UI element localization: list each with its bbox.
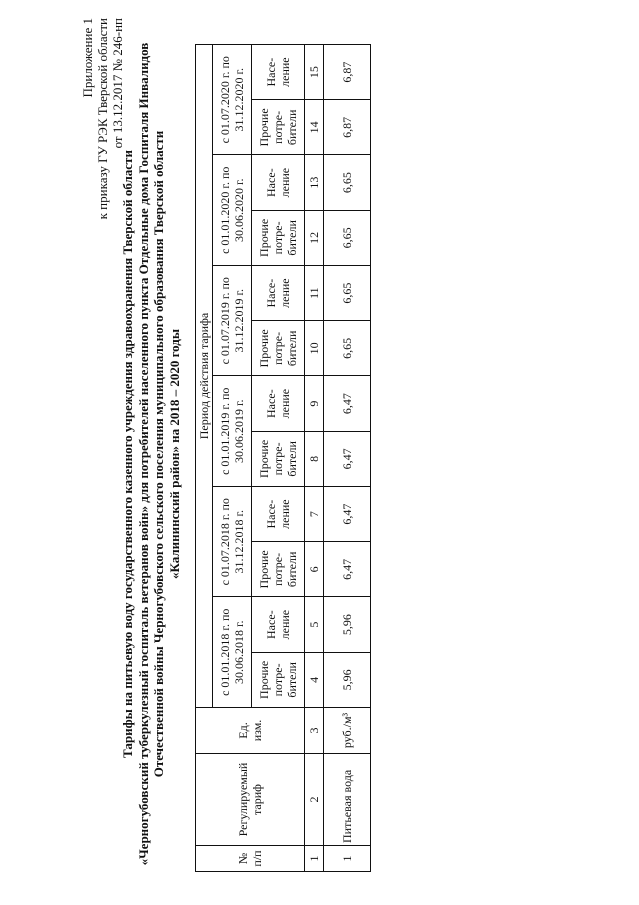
col-number: 11: [305, 266, 324, 321]
appendix-note: [80, 18, 125, 219]
tariff-value: 6,87: [324, 100, 371, 155]
period-cell: с 01.01.2019 г. по 30.06.2019 г.: [213, 376, 252, 487]
col-number: 10: [305, 321, 324, 376]
tariff-value: 6,65: [324, 321, 371, 376]
sub-population: Насе-ление: [252, 155, 305, 210]
col-number: 8: [305, 431, 324, 486]
col-number: 2: [305, 754, 324, 846]
tariff-value: 6,47: [324, 487, 371, 542]
period-cell: с 01.07.2020 г. по 31.12.2020 г.: [213, 45, 252, 156]
header-period: Период действия тарифа: [196, 45, 213, 708]
header-tariff: Регулируемый тариф: [196, 754, 305, 846]
sub-population: Насе-ление: [252, 487, 305, 542]
sub-other: Прочие потре-бители: [252, 542, 305, 597]
row-tariff-name: Питьевая вода: [324, 754, 371, 846]
row-num: 1: [324, 846, 371, 872]
sub-other: Прочие потре-бители: [252, 321, 305, 376]
col-number: 5: [305, 597, 324, 652]
period-cell: с 01.07.2018 г. по 31.12.2018 г.: [213, 487, 252, 598]
appendix-line-3: от 13.12.2017 № 246-нп: [110, 18, 125, 149]
col-number: 15: [305, 45, 324, 100]
col-number: 14: [305, 100, 324, 155]
tariff-value: 6,87: [324, 45, 371, 100]
col-number: 1: [305, 846, 324, 872]
tariff-value: 5,96: [324, 597, 371, 652]
header-num: № п/п: [196, 846, 305, 872]
header-row-top: [196, 45, 213, 872]
column-number-row: [305, 45, 324, 872]
row-unit: руб./м³: [324, 708, 371, 754]
sub-population: Насе-ление: [252, 376, 305, 431]
period-cell: с 01.01.2018 г. по 30.06.2018 г.: [213, 597, 252, 708]
title-line-4: «Калининский район» на 2018 – 2020 годы: [166, 329, 182, 579]
sub-other: Прочие потре-бители: [252, 210, 305, 265]
appendix-line-1: Приложение 1: [80, 18, 95, 98]
tariff-value: 6,65: [324, 155, 371, 210]
col-number: 6: [305, 542, 324, 597]
tariff-value: 6,65: [324, 266, 371, 321]
header-unit: Ед. изм.: [196, 708, 305, 754]
tariff-value: 5,96: [324, 652, 371, 707]
sub-population: Насе-ление: [252, 45, 305, 100]
sub-other: Прочие потре-бители: [252, 100, 305, 155]
tariff-value: 6,47: [324, 542, 371, 597]
table-row: [324, 45, 371, 872]
col-number: 4: [305, 652, 324, 707]
tariff-table: [195, 44, 371, 872]
col-number: 3: [305, 708, 324, 754]
col-number: 12: [305, 210, 324, 265]
tariff-value: 6,47: [324, 376, 371, 431]
col-number: 7: [305, 487, 324, 542]
tariff-value: 6,47: [324, 431, 371, 486]
document-title: [120, 23, 182, 885]
sub-other: Прочие потре-бители: [252, 431, 305, 486]
appendix-line-2: к приказу ГУ РЭК Тверской области: [95, 18, 110, 220]
col-number: 9: [305, 376, 324, 431]
sub-population: Насе-ление: [252, 266, 305, 321]
period-cell: с 01.01.2020 г. по 30.06.2020 г.: [213, 155, 252, 266]
period-cell: с 01.07.2019 г. по 31.12.2019 г.: [213, 266, 252, 377]
title-line-3: Отечественной войны Черногубовского сельского поселения муниципального образования Тверской области: [151, 130, 166, 778]
sub-other: Прочие потре-бители: [252, 652, 305, 707]
title-line-1: Тарифы на питьевую воду государственного казенного учреждения здравоохранения Тверской области: [120, 150, 135, 758]
sub-population: Насе-ление: [252, 597, 305, 652]
col-number: 13: [305, 155, 324, 210]
tariff-value: 6,65: [324, 210, 371, 265]
title-line-2: «Черногубовский туберкулезный госпиталь ветеранов войн» для потребителей населенного пункта Отдельные дома Госпиталя Инвалидов: [135, 42, 151, 866]
